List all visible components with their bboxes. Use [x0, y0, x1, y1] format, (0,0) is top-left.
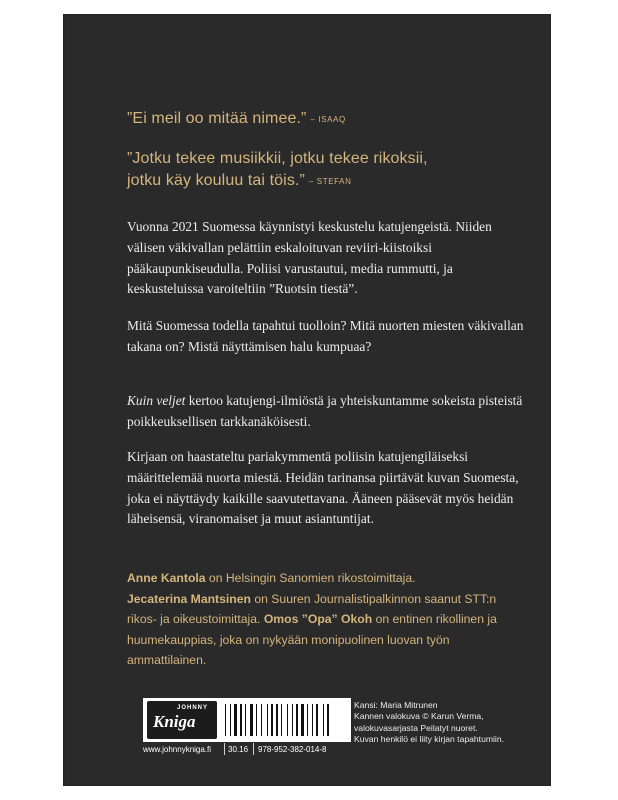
credit-line: Kannen valokuva © Karun Verma, — [354, 711, 484, 722]
quote-stefan — [127, 148, 428, 193]
quote-line-2: jotku käy kouluu tai töis.” — [127, 172, 305, 189]
credit-line: Kansi: Maria Mitrunen — [354, 700, 438, 710]
cover-credits — [354, 700, 544, 745]
separator — [224, 743, 225, 755]
publisher-logo — [147, 701, 217, 739]
author-name: Jecaterina Mantsinen — [127, 591, 251, 606]
author-desc: on Suuren Journalistipalkinnon saanut STT:n rikos- ja oikeustoimittaja. — [127, 591, 497, 626]
author-desc: on entinen rikollinen ja huumekauppias, joka on nykyään monipuolinen luovan työn ammattilainen. — [127, 612, 497, 667]
separator — [253, 743, 254, 755]
author-name: Anne Kantola — [127, 571, 206, 585]
credit-line: Kuvan henkilö ei liity kirjan tapahtumiin. — [354, 733, 504, 744]
author-bios — [127, 568, 507, 671]
author-name: Omos ”Opa” Okoh — [263, 612, 373, 626]
blurb-paragraph-4: Kirjaan on haastateltu pariakymmentä poliisin katujengiläiseksi määrittelemää nuorta miestä. Heidän tarinansa piirtävät kuvan Suomesta, joka ei näyttäydy kaikille saavutettavana. Ääneen pääsevät myös heidän läheisensä, viranomaiset ja muut asiantuntijat. — [127, 449, 519, 527]
quote-attribution: – ISAAQ — [310, 115, 346, 124]
blurb-text: kertoo katujengi-ilmiöstä ja yhteiskuntamme sokeista pisteistä poikkeuksellisen tarkkanäköisesti. — [127, 393, 523, 429]
credit-line: valokuvasarjasta Peilatyt nuoret. — [354, 722, 478, 733]
isbn: 978-952-382-014-8 — [258, 745, 327, 754]
quote-line-1: ”Jotku tekee musiikkii, jotku tekee rikoksii, — [127, 150, 428, 167]
blurb-paragraph-2: Mitä Suomessa todella tapahtui tuolloin? Mitä nuorten miesten väkivallan takana on? Mistä näyttämisen halu kumpuaa? — [127, 318, 524, 354]
book-title: Kuin veljet — [127, 393, 186, 408]
logo-main-text: Kniga — [153, 712, 196, 731]
price-code: 30.16 — [228, 745, 249, 754]
barcode-icon — [222, 701, 346, 739]
author-desc: on Helsingin Sanomien rikostoimittaja. — [205, 571, 416, 585]
quote-isaaq — [127, 108, 346, 131]
publisher-url: www.johnnykniga.fi — [143, 745, 212, 754]
logo-top-text: JOHNNY — [177, 705, 209, 711]
quote-text: ”Ei meil oo mitää nimee.” — [127, 110, 307, 127]
blurb-paragraph-3 — [127, 391, 525, 433]
quote-attribution: – STEFAN — [308, 177, 352, 186]
blurb-paragraph-1: Vuonna 2021 Suomessa käynnistyi keskustelu katujengeistä. Niiden välisen väkivallan pelättiin eskaloituvan reviiri-kiistoiksi pääkaupunkiseudulla. Poliisi varustautui, media rummutti, ja keskusteluissa varoiteltiin ”Ruotsin tiestä”. — [127, 219, 492, 297]
